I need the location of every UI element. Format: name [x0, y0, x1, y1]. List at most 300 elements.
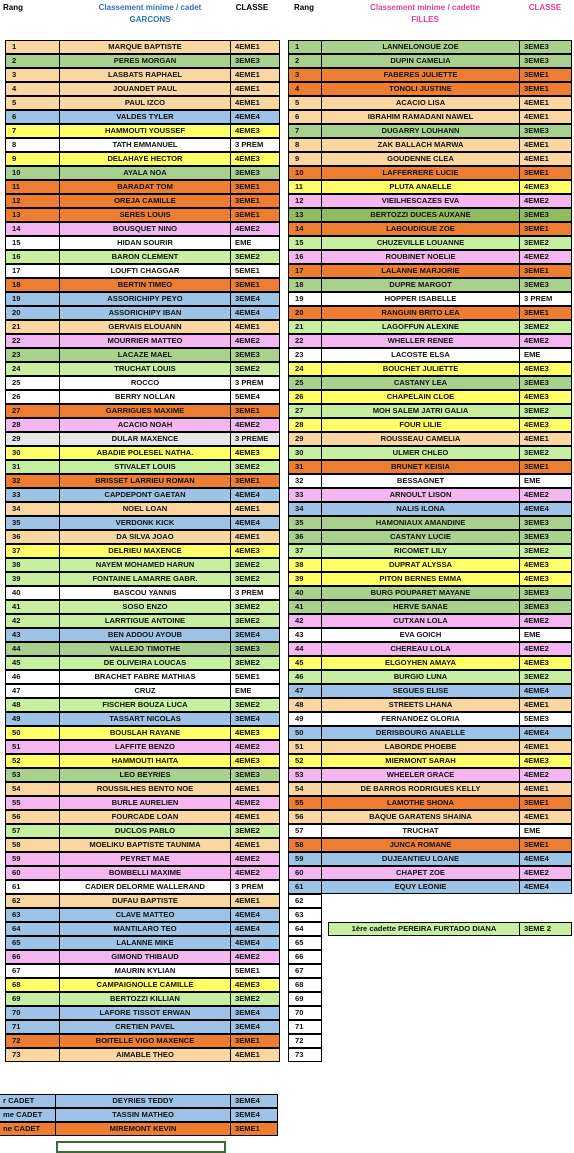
girls-name-cell: ARNOULT LISON: [321, 488, 520, 502]
girls-rank-cell: 5: [288, 96, 322, 110]
boys-class-cell: 3EME2: [230, 600, 280, 614]
boys-class-cell: 3 PREM: [230, 138, 280, 152]
girls-rank-cell: 11: [288, 180, 322, 194]
boys-name-cell: LASBATS RAPHAEL: [59, 68, 231, 82]
girls-class-cell: 3EME1: [519, 838, 572, 852]
boys-name-cell: DELAHAYE HECTOR: [59, 152, 231, 166]
boys-rank-cell: 62: [5, 894, 60, 908]
girls-rank-cell: 51: [288, 740, 322, 754]
boys-rank-cell: 31: [5, 460, 60, 474]
girls-rank-cell: 55: [288, 796, 322, 810]
boys-name-cell: BRACHET FABRE MATHIAS: [59, 670, 231, 684]
boys-name-cell: VALLEJO TIMOTHE: [59, 642, 231, 656]
boys-rank-cell: 56: [5, 810, 60, 824]
boys-name-cell: AIMABLE THEO: [59, 1048, 231, 1062]
boys-class-cell: 3EME2: [230, 362, 280, 376]
boys-class-cell: 4EME1: [230, 320, 280, 334]
boys-class-cell: 3EME1: [230, 180, 280, 194]
girls-name-cell: DE BARROS RODRIGUES KELLY: [321, 782, 520, 796]
girls-name-cell: BAQUE GARATENS SHAINA: [321, 810, 520, 824]
boys-name-cell: VALDES TYLER: [59, 110, 231, 124]
boys-class-cell: 5EME4: [230, 390, 280, 404]
boys-name-cell: MARQUE BAPTISTE: [59, 40, 231, 54]
boys-class-cell: 4EME2: [230, 950, 280, 964]
girls-name-cell: DUJEANTIEU LOANE: [321, 852, 520, 866]
boys-rank-cell: 32: [5, 474, 60, 488]
girls-name-cell: RICOMET LILY: [321, 544, 520, 558]
boys-rank-cell: 39: [5, 572, 60, 586]
girls-name-cell: DUPRAT ALYSSA: [321, 558, 520, 572]
girls-name-cell: BURG POUPARET MAYANE: [321, 586, 520, 600]
girls-class-cell: 4EME3: [519, 362, 572, 376]
girls-rank-cell: 18: [288, 278, 322, 292]
boys-name-cell: BARADAT TOM: [59, 180, 231, 194]
boys-class-cell: 4EME1: [230, 68, 280, 82]
girls-name-cell: CHEREAU LOLA: [321, 642, 520, 656]
boys-rank-cell: 18: [5, 278, 60, 292]
boys-class-cell: 4EME3: [230, 446, 280, 460]
girls-rank-cell: 22: [288, 334, 322, 348]
girls-class-cell: 3EME3: [519, 376, 572, 390]
girls-name-cell: ACACIO LISA: [321, 96, 520, 110]
boys-name-cell: GARRIGUES MAXIME: [59, 404, 231, 418]
boys-rank-cell: 19: [5, 292, 60, 306]
boys-name-cell: SERES LOUIS: [59, 208, 231, 222]
boys-rank-cell: 35: [5, 516, 60, 530]
girls-rank-cell: 50: [288, 726, 322, 740]
boys-name-cell: ACACIO NOAH: [59, 418, 231, 432]
girls-rank-cell: 64: [288, 922, 322, 936]
boys-name-cell: ASSORICHIPY IBAN: [59, 306, 231, 320]
boys-rank-cell: 42: [5, 614, 60, 628]
boys-rank-cell: 36: [5, 530, 60, 544]
boys-rank-cell: 3: [5, 68, 60, 82]
girls-rank-cell: 23: [288, 348, 322, 362]
boys-rank-cell: 5: [5, 96, 60, 110]
girls-class-header: CLASSE: [528, 3, 562, 12]
girls-name-cell: RANGUIN BRITO LEA: [321, 306, 520, 320]
boys-class-cell: 4EME3: [230, 152, 280, 166]
girls-rank-cell: 71: [288, 1020, 322, 1034]
girls-rank-cell: 34: [288, 502, 322, 516]
boys-class-cell: 4EME2: [230, 852, 280, 866]
girls-rank-cell: 24: [288, 362, 322, 376]
boys-rank-cell: 4: [5, 82, 60, 96]
girls-rank-cell: 13: [288, 208, 322, 222]
boys-rank-cell: 53: [5, 768, 60, 782]
boys-rank-cell: 7: [5, 124, 60, 138]
boys-rank-cell: 30: [5, 446, 60, 460]
boys-name-cell: BERTOZZI KILLIAN: [59, 992, 231, 1006]
girls-rank-cell: 21: [288, 320, 322, 334]
boys-name-cell: CRUZ: [59, 684, 231, 698]
girls-rank-cell: 8: [288, 138, 322, 152]
boys-class-cell: 4EME2: [230, 740, 280, 754]
boys-class-cell: 4EME4: [230, 306, 280, 320]
girls-rank-cell: 28: [288, 418, 322, 432]
boys-rank-cell: 45: [5, 656, 60, 670]
girls-rank-cell: 67: [288, 964, 322, 978]
boys-name-cell: BERTIN TIMEO: [59, 278, 231, 292]
girls-class-cell: 3EME3: [519, 40, 572, 54]
boys-class-cell: 3EME1: [230, 194, 280, 208]
girls-class-cell: 4EME3: [519, 656, 572, 670]
green-outline-box: [56, 1141, 226, 1153]
boys-name-cell: DULAR MAXENCE: [59, 432, 231, 446]
girls-class-cell: 4EME1: [519, 96, 572, 110]
girls-class-cell: 3EME2: [519, 320, 572, 334]
girls-name-cell: BERTOZZI DUCES AUXANE: [321, 208, 520, 222]
boys-name-cell: NAYEM MOHAMED HARUN: [59, 558, 231, 572]
boys-rank-cell: 66: [5, 950, 60, 964]
boys-rank-header: Rang: [3, 3, 23, 12]
girls-name-cell: CASTANY LEA: [321, 376, 520, 390]
cadet-name-cell: MIREMONT KEVIN: [55, 1122, 231, 1136]
boys-rank-cell: 44: [5, 642, 60, 656]
girls-name-cell: DUPIN CAMELIA: [321, 54, 520, 68]
boys-name-cell: DE OLIVEIRA LOUCAS: [59, 656, 231, 670]
boys-name-cell: MANTILARO TEO: [59, 922, 231, 936]
boys-name-cell: HAMMOUTI YOUSSEF: [59, 124, 231, 138]
boys-name-cell: ROUSSILHES BENTO NOE: [59, 782, 231, 796]
girls-rank-cell: 38: [288, 558, 322, 572]
girls-rank-cell: 47: [288, 684, 322, 698]
girls-class-cell: 4EME4: [519, 502, 572, 516]
boys-name-cell: DA SILVA JOAO: [59, 530, 231, 544]
boys-class-cell: 3 PREME: [230, 432, 280, 446]
boys-rank-cell: 13: [5, 208, 60, 222]
boys-name-cell: DELRIEU MAXENCE: [59, 544, 231, 558]
girls-name-cell: SEGUES ELISE: [321, 684, 520, 698]
girls-name-cell: TONOLI JUSTINE: [321, 82, 520, 96]
girls-rank-cell: 37: [288, 544, 322, 558]
boys-name-cell: HAMMOUTI HAITA: [59, 754, 231, 768]
boys-class-cell: 3EME2: [230, 250, 280, 264]
first-cadette-class-cell: 3EME 2: [519, 922, 572, 936]
cadet-class-cell: 3EME1: [230, 1122, 278, 1136]
girls-rank-cell: 33: [288, 488, 322, 502]
girls-class-cell: 4EME1: [519, 782, 572, 796]
girls-rank-cell: 70: [288, 1006, 322, 1020]
boys-class-cell: 4EME4: [230, 110, 280, 124]
boys-name-cell: BOUSLAH RAYANE: [59, 726, 231, 740]
boys-rank-cell: 55: [5, 796, 60, 810]
girls-name-cell: ROUSSEAU CAMELIA: [321, 432, 520, 446]
boys-rank-cell: 2: [5, 54, 60, 68]
boys-rank-cell: 25: [5, 376, 60, 390]
girls-rank-cell: 52: [288, 754, 322, 768]
boys-rank-cell: 65: [5, 936, 60, 950]
girls-rank-cell: 44: [288, 642, 322, 656]
girls-class-cell: 3EME3: [519, 278, 572, 292]
girls-class-cell: 3 PREM: [519, 292, 572, 306]
girls-class-cell: 3EME3: [519, 124, 572, 138]
girls-rank-cell: 59: [288, 852, 322, 866]
girls-class-cell: 3EME3: [519, 54, 572, 68]
boys-class-cell: 3 PREM: [230, 586, 280, 600]
boys-name-cell: DUCLOS PABLO: [59, 824, 231, 838]
cadet-name-cell: TASSIN MATHEO: [55, 1108, 231, 1122]
boys-name-cell: TRUCHAT LOUIS: [59, 362, 231, 376]
boys-rank-cell: 10: [5, 166, 60, 180]
boys-name-cell: OREJA CAMILLE: [59, 194, 231, 208]
boys-rank-cell: 40: [5, 586, 60, 600]
boys-rank-cell: 48: [5, 698, 60, 712]
boys-name-cell: LAFORE TISSOT ERWAN: [59, 1006, 231, 1020]
girls-rank-cell: 48: [288, 698, 322, 712]
boys-rank-cell: 49: [5, 712, 60, 726]
boys-name-cell: LARRTIGUE ANTOINE: [59, 614, 231, 628]
boys-name-cell: HIDAN SOURIR: [59, 236, 231, 250]
boys-class-cell: 4EME1: [230, 82, 280, 96]
girls-class-cell: 4EME3: [519, 754, 572, 768]
boys-class-header: CLASSE: [235, 3, 269, 12]
boys-rank-cell: 64: [5, 922, 60, 936]
girls-class-cell: 4EME2: [519, 334, 572, 348]
boys-name-cell: BERRY NOLLAN: [59, 390, 231, 404]
boys-class-cell: 4EME3: [230, 124, 280, 138]
girls-class-cell: 3EME2: [519, 404, 572, 418]
boys-class-cell: EME: [230, 684, 280, 698]
girls-name-cell: NALIS ILONA: [321, 502, 520, 516]
girls-rank-cell: 4: [288, 82, 322, 96]
girls-rank-cell: 66: [288, 950, 322, 964]
girls-rank-cell: 36: [288, 530, 322, 544]
girls-name-cell: WHEELER GRACE: [321, 768, 520, 782]
boys-rank-cell: 46: [5, 670, 60, 684]
boys-name-cell: LACAZE MAEL: [59, 348, 231, 362]
girls-rank-cell: 69: [288, 992, 322, 1006]
boys-name-cell: CAPDEPONT GAETAN: [59, 488, 231, 502]
boys-name-cell: CRETIEN PAVEL: [59, 1020, 231, 1034]
girls-class-cell: 4EME3: [519, 180, 572, 194]
boys-name-cell: BOITELLE VIGO MAXENCE: [59, 1034, 231, 1048]
girls-rank-cell: 29: [288, 432, 322, 446]
boys-name-cell: LOUFTI CHAGGAR: [59, 264, 231, 278]
girls-class-cell: 4EME1: [519, 152, 572, 166]
boys-name-cell: CAMPAIGNOLLE CAMILLE: [59, 978, 231, 992]
boys-rank-cell: 27: [5, 404, 60, 418]
girls-rank-cell: 32: [288, 474, 322, 488]
boys-rank-cell: 8: [5, 138, 60, 152]
boys-rank-cell: 34: [5, 502, 60, 516]
boys-class-cell: 4EME3: [230, 726, 280, 740]
boys-rank-cell: 26: [5, 390, 60, 404]
girls-name-cell: BESSAGNET: [321, 474, 520, 488]
girls-class-cell: 4EME3: [519, 418, 572, 432]
boys-rank-cell: 11: [5, 180, 60, 194]
girls-rank-cell: 43: [288, 628, 322, 642]
boys-rank-cell: 73: [5, 1048, 60, 1062]
girls-class-cell: 4EME2: [519, 194, 572, 208]
girls-name-cell: CUTXAN LOLA: [321, 614, 520, 628]
cadet-label-cell: ne CADET: [0, 1122, 56, 1136]
girls-name-cell: MOH SALEM JATRI GALIA: [321, 404, 520, 418]
boys-name-cell: NOEL LOAN: [59, 502, 231, 516]
boys-class-cell: 4EME1: [230, 810, 280, 824]
girls-class-cell: 4EME1: [519, 698, 572, 712]
girls-class-cell: 3EME1: [519, 796, 572, 810]
boys-class-cell: 3EME3: [230, 54, 280, 68]
boys-class-cell: 4EME1: [230, 782, 280, 796]
girls-name-cell: MIERMONT SARAH: [321, 754, 520, 768]
boys-class-cell: 3EME3: [230, 768, 280, 782]
boys-class-cell: 4EME2: [230, 418, 280, 432]
boys-class-cell: 3EME1: [230, 278, 280, 292]
boys-class-cell: 4EME4: [230, 908, 280, 922]
girls-class-cell: 3EME3: [519, 208, 572, 222]
girls-rank-cell: 15: [288, 236, 322, 250]
girls-name-cell: LABORDE PHOEBE: [321, 740, 520, 754]
girls-rank-cell: 7: [288, 124, 322, 138]
cadet-label-cell: me CADET: [0, 1108, 56, 1122]
boys-name-cell: AYALA NOA: [59, 166, 231, 180]
girls-rank-cell: 39: [288, 572, 322, 586]
boys-name-cell: JOUANDET PAUL: [59, 82, 231, 96]
girls-class-cell: 4EME3: [519, 390, 572, 404]
boys-rank-cell: 41: [5, 600, 60, 614]
girls-class-cell: 4EME1: [519, 810, 572, 824]
girls-name-cell: IBRAHIM RAMADANI NAWEL: [321, 110, 520, 124]
boys-name-cell: TASSART NICOLAS: [59, 712, 231, 726]
boys-rank-cell: 22: [5, 334, 60, 348]
girls-class-cell: 4EME4: [519, 880, 572, 894]
boys-name-cell: LAFFITE BENZO: [59, 740, 231, 754]
boys-rank-cell: 37: [5, 544, 60, 558]
girls-class-cell: 4EME2: [519, 488, 572, 502]
boys-name-cell: ROCCO: [59, 376, 231, 390]
girls-rank-cell: 10: [288, 166, 322, 180]
girls-class-cell: 4EME2: [519, 614, 572, 628]
boys-class-cell: 4EME4: [230, 922, 280, 936]
boys-name-cell: FONTAINE LAMARRE GABR.: [59, 572, 231, 586]
boys-class-cell: 3EME4: [230, 1020, 280, 1034]
girls-name-cell: TRUCHAT: [321, 824, 520, 838]
girls-rank-cell: 6: [288, 110, 322, 124]
boys-class-cell: 4EME4: [230, 936, 280, 950]
first-cadette-cell: 1ère cadette PEREIRA FURTADO DIANA: [328, 922, 520, 936]
girls-name-cell: CHAPET ZOE: [321, 866, 520, 880]
girls-name-cell: CHAPELAIN CLOE: [321, 390, 520, 404]
boys-rank-cell: 71: [5, 1020, 60, 1034]
boys-title-line: Classement minime / cadet: [98, 3, 202, 12]
girls-class-cell: EME: [519, 474, 572, 488]
girls-rank-cell: 46: [288, 670, 322, 684]
boys-class-cell: 3EME1: [230, 474, 280, 488]
girls-rank-cell: 56: [288, 810, 322, 824]
boys-class-cell: 4EME3: [230, 754, 280, 768]
boys-class-cell: 4EME1: [230, 1048, 280, 1062]
boys-rank-cell: 16: [5, 250, 60, 264]
girls-class-cell: 3EME1: [519, 82, 572, 96]
boys-rank-cell: 47: [5, 684, 60, 698]
boys-rank-cell: 12: [5, 194, 60, 208]
boys-name-cell: CLAVE MATTEO: [59, 908, 231, 922]
girls-name-cell: LAGOFFUN ALEXINE: [321, 320, 520, 334]
boys-name-cell: TATH EMMANUEL: [59, 138, 231, 152]
girls-class-cell: 4EME4: [519, 684, 572, 698]
boys-class-cell: 3EME2: [230, 656, 280, 670]
girls-name-cell: DUGARRY LOUHANN: [321, 124, 520, 138]
girls-rank-cell: 3: [288, 68, 322, 82]
girls-rank-cell: 54: [288, 782, 322, 796]
boys-class-cell: 3EME4: [230, 292, 280, 306]
boys-rank-cell: 38: [5, 558, 60, 572]
boys-class-cell: 4EME2: [230, 334, 280, 348]
girls-class-cell: 3EME1: [519, 264, 572, 278]
girls-rank-cell: 60: [288, 866, 322, 880]
boys-class-cell: 3EME1: [230, 1034, 280, 1048]
boys-class-cell: 4EME1: [230, 96, 280, 110]
girls-name-cell: HAMONIAUX AMANDINE: [321, 516, 520, 530]
girls-class-cell: 3EME2: [519, 544, 572, 558]
boys-rank-cell: 15: [5, 236, 60, 250]
girls-name-cell: LAFFERRERE LUCIE: [321, 166, 520, 180]
girls-class-cell: 4EME2: [519, 642, 572, 656]
girls-class-cell: 3EME2: [519, 236, 572, 250]
girls-name-cell: ELGOYHEN AMAYA: [321, 656, 520, 670]
cadet-name-cell: DEYRIES TEDDY: [55, 1094, 231, 1108]
boys-class-cell: 3EME3: [230, 166, 280, 180]
boys-rank-cell: 69: [5, 992, 60, 1006]
girls-class-cell: 4EME1: [519, 432, 572, 446]
girls-name-cell: FOUR LILIE: [321, 418, 520, 432]
boys-rank-cell: 29: [5, 432, 60, 446]
boys-rank-cell: 43: [5, 628, 60, 642]
girls-rank-cell: 35: [288, 516, 322, 530]
boys-name-cell: FOURCADE LOAN: [59, 810, 231, 824]
boys-rank-cell: 61: [5, 880, 60, 894]
girls-rank-cell: 30: [288, 446, 322, 460]
boys-rank-cell: 6: [5, 110, 60, 124]
girls-class-cell: 4EME3: [519, 558, 572, 572]
girls-class-cell: 4EME1: [519, 110, 572, 124]
girls-rank-cell: 57: [288, 824, 322, 838]
boys-rank-cell: 52: [5, 754, 60, 768]
girls-rank-cell: 68: [288, 978, 322, 992]
boys-name-cell: VERDONK KICK: [59, 516, 231, 530]
girls-rank-cell: 12: [288, 194, 322, 208]
boys-class-cell: 4EME3: [230, 978, 280, 992]
girls-rank-cell: 65: [288, 936, 322, 950]
boys-rank-cell: 68: [5, 978, 60, 992]
boys-name-cell: LALANNE MIKE: [59, 936, 231, 950]
girls-name-cell: WHELLER RENEE: [321, 334, 520, 348]
boys-name-cell: MOURRIER MATTEO: [59, 334, 231, 348]
girls-class-cell: 3EME1: [519, 460, 572, 474]
girls-rank-cell: 42: [288, 614, 322, 628]
girls-rank-cell: 53: [288, 768, 322, 782]
girls-name-cell: LACOSTE ELSA: [321, 348, 520, 362]
boys-name-cell: STIVALET LOUIS: [59, 460, 231, 474]
girls-rank-cell: 63: [288, 908, 322, 922]
girls-subtitle: FILLES: [411, 15, 439, 24]
girls-name-cell: FABERES JULIETTE: [321, 68, 520, 82]
girls-rank-cell: 31: [288, 460, 322, 474]
boys-rank-cell: 63: [5, 908, 60, 922]
boys-name-cell: DUFAU BAPTISTE: [59, 894, 231, 908]
girls-name-cell: VIEILHESCAZES EVA: [321, 194, 520, 208]
boys-class-cell: 4EME2: [230, 866, 280, 880]
boys-class-cell: 4EME3: [230, 544, 280, 558]
boys-rank-cell: 59: [5, 852, 60, 866]
girls-name-cell: LAMOTHE SHONA: [321, 796, 520, 810]
boys-rank-cell: 9: [5, 152, 60, 166]
boys-class-cell: 3EME1: [230, 404, 280, 418]
boys-class-cell: 3EME4: [230, 628, 280, 642]
girls-name-cell: ULMER CHLEO: [321, 446, 520, 460]
boys-class-cell: 3 PREM: [230, 376, 280, 390]
